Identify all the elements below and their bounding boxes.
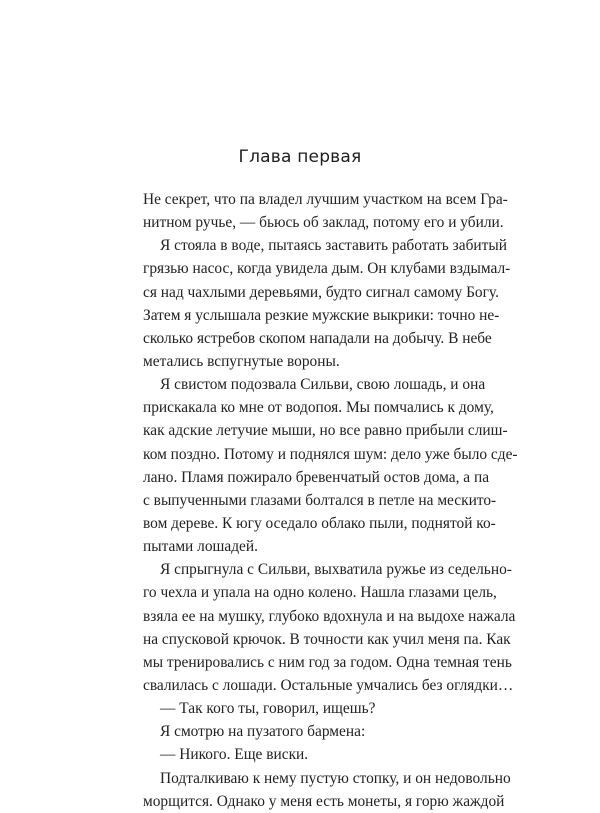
text-line: сколько ястребов скопом нападали на добычу. В небе [143, 329, 492, 347]
text-line: го чехла и упала на одно колено. Нашла глазами цель, [143, 584, 497, 602]
text-line: Я смотрю на пузатого бармена: [160, 723, 366, 741]
text-line: свалилась с лошади. Остальные умчались без оглядки… [143, 676, 514, 694]
text-line: Я стояла в воде, пытаясь заставить работать забитый [160, 237, 507, 255]
text-line: лано. Пламя пожирало бревенчатый остов дома, а па [143, 468, 490, 486]
text-line: Затем я услышала резкие мужские выкрики: точно не- [143, 306, 500, 324]
text-line: Я свистом подозвала Сильви, свою лошадь, и она [160, 376, 486, 394]
text-line: прискакала ко мне от водопоя. Мы помчались к дому, [143, 399, 494, 417]
text-line: нитном ручье, — бьюсь об заклад, потому его и убили. [143, 214, 504, 232]
text-line: грязью насос, когда увидела дым. Он клубами вздымал- [143, 260, 511, 278]
text-line: с выпученными глазами болтался в петле на мескито- [143, 491, 497, 509]
text-line: вом дереве. К югу оседало облако пыли, поднятой ко- [143, 514, 496, 532]
text-line: взяла ее на мушку, глубоко вдохнула и на выдохе нажала [143, 607, 516, 625]
text-line: пытами лошадей. [143, 538, 258, 556]
text-line: мы тренировались с ним год за годом. Одна темная тень [143, 653, 512, 671]
text-line: как адские летучие мыши, но все равно прибыли слиш- [143, 422, 508, 440]
text-line: — Так кого ты, говорил, ищешь? [160, 700, 376, 718]
text-line: метались вспугнутые вороны. [143, 352, 340, 370]
text-line: — Никого. Еще виски. [160, 746, 309, 764]
body-text [143, 188, 518, 813]
text-line: на спусковой крючок. В точности как учил меня па. Как [143, 630, 511, 648]
text-line: морщится. Однако у меня есть монеты, я горю жаждой [143, 792, 505, 810]
text-line: Не секрет, что па владел лучшим участком на всем Гра- [143, 191, 508, 208]
text-line: Подталкиваю к нему пустую стопку, и он недовольно [160, 769, 511, 787]
chapter-title: Глава первая [238, 147, 362, 167]
text-line: Я спрыгнула с Сильви, выхватила ружье из седельно- [160, 561, 512, 579]
text-line: ся над чахлыми деревьями, будто сигнал самому Богу. [143, 283, 499, 301]
text-line: ком поздно. Потому и поднялся шум: дело уже было сде- [143, 445, 518, 463]
